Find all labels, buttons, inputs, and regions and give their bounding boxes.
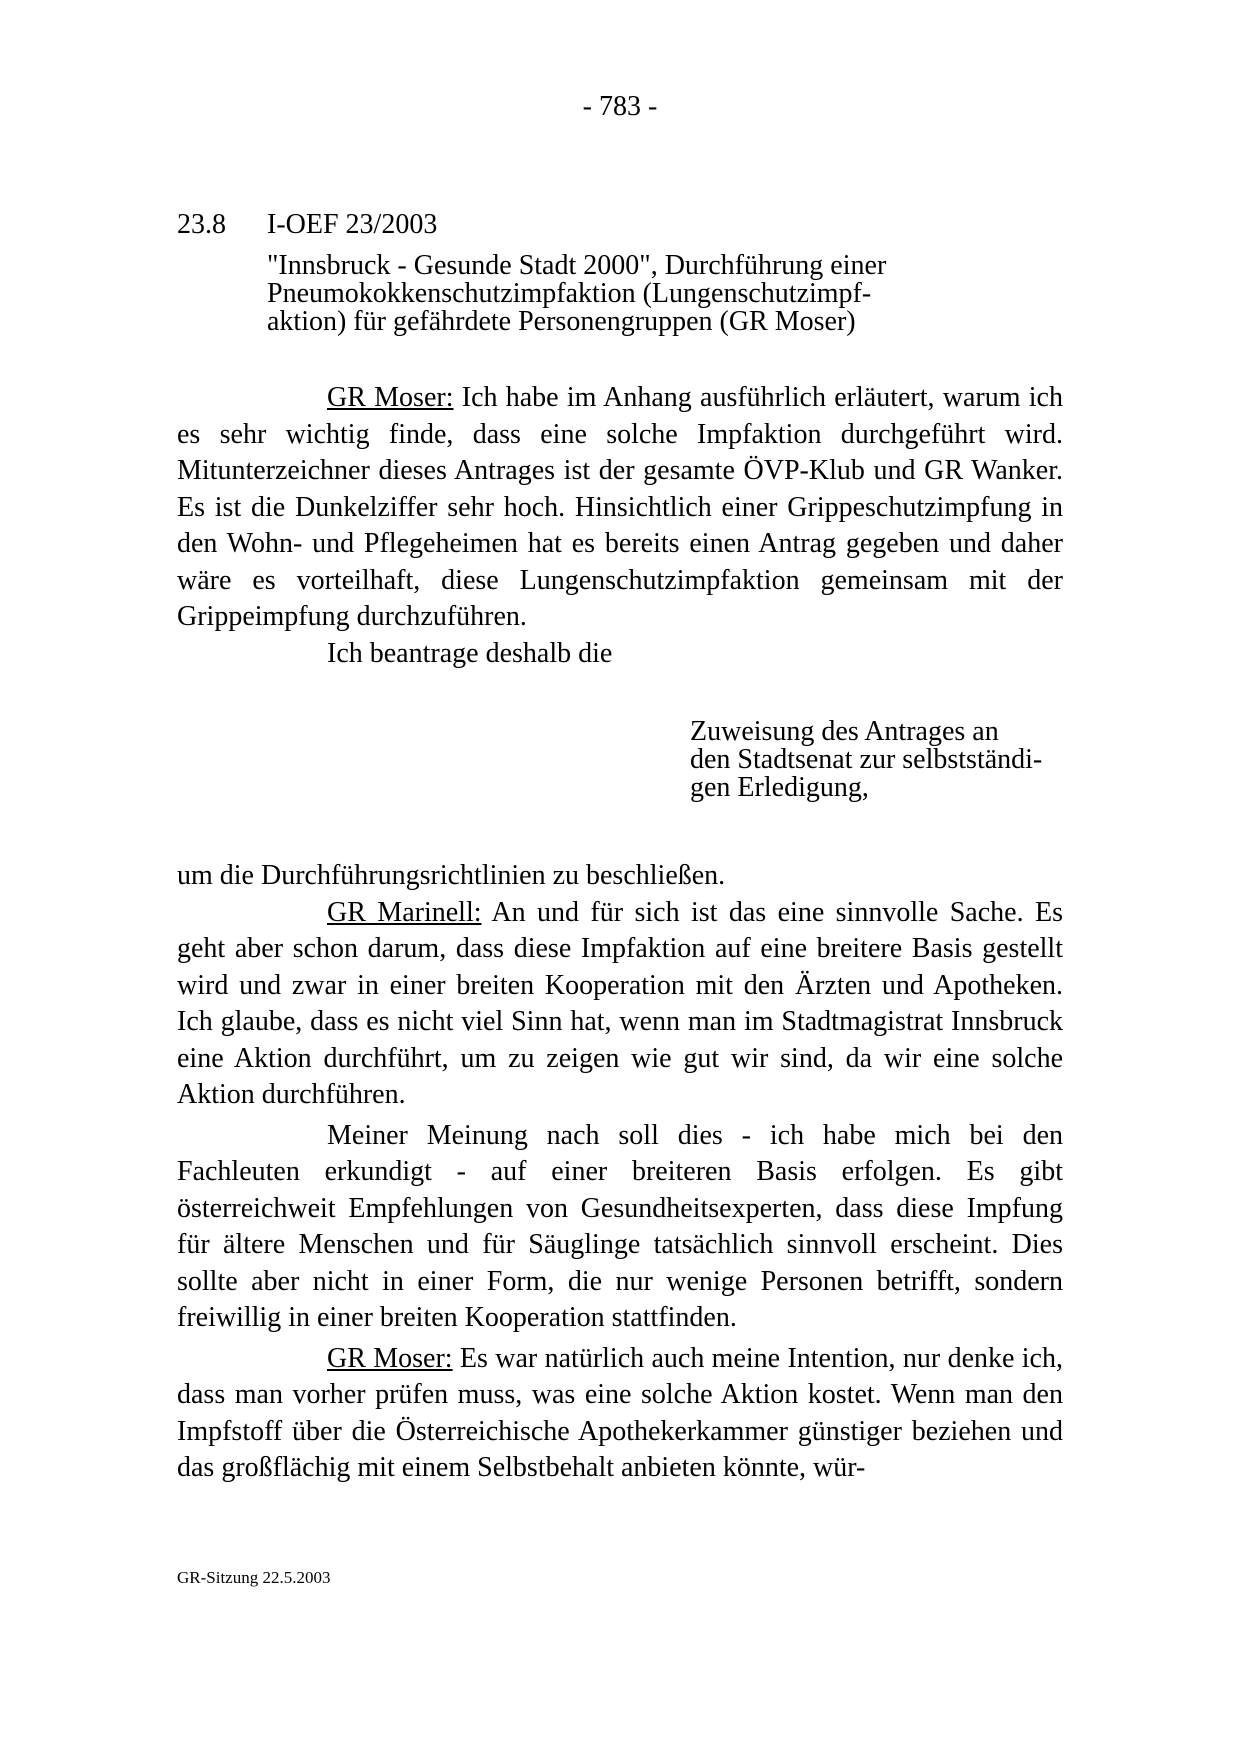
continuation-line: um die Durchführungsrichtlinien zu beschließen.	[177, 860, 726, 891]
paragraph-text: Ich beantrage deshalb die	[327, 637, 613, 669]
paragraph-moser-1	[177, 380, 1063, 636]
agenda-item-title-line: Pneumokokkenschutzimpfaktion (Lungenschutzimpf-	[267, 278, 872, 309]
motion-line: Zuweisung des Antrages an	[690, 716, 999, 747]
paragraph-text: Ich habe im Anhang ausführlich erläutert, warum ich es sehr wichtig finde, dass eine solche Impfaktion durchgeführt wird. Mitunterzeichner dieses Antrages ist der gesamte ÖVP-Klub und GR Wanker. Es ist die Dunkelziffer sehr hoch. Hinsichtlich einer Grippeschutzimpfung in den Wohn- und Pflegeheimen hat es bereits einen Antrag gegeben und daher wäre es vorteilhaft, diese Lungenschutzimpfaktion gemeinsam mit der Grippeimpfung durchzuführen.	[177, 382, 1063, 632]
paragraph-request	[177, 636, 1063, 673]
agenda-item-number: 23.8	[177, 209, 226, 240]
paragraph-marinell	[177, 895, 1063, 1114]
paragraph-moser-2	[177, 1341, 1063, 1487]
motion-line: gen Erledigung,	[690, 772, 869, 803]
paragraph-text: Meiner Meinung nach soll dies - ich habe mich bei den Fachleuten erkundigt - auf einer breiteren Basis erfolgen. Es gibt österreichweit Empfehlungen von Gesundheitsexperten, dass diese Impfung für ältere Menschen und für Säuglinge tatsächlich sinnvoll erscheint. Dies sollte aber nicht in einer Form, die nur wenige Personen betrifft, sondern freiwillig in einer breiten Kooperation stattfinden.	[177, 1119, 1063, 1333]
speaker-label: GR Moser:	[327, 382, 454, 413]
speaker-label: GR Moser:	[327, 1342, 453, 1374]
speaker-label: GR Marinell:	[327, 896, 482, 928]
paragraph-text: An und für sich ist das eine sinnvolle Sache. Es geht aber schon darum, dass diese Impfaktion auf eine breitere Basis gestellt wird und zwar in einer breiten Kooperation mit den Ärzten und Apotheken. Ich glaube, dass es nicht viel Sinn hat, wenn man im Stadtmagistrat Innsbruck eine Aktion durchführt, um zu zeigen wie gut wir sind, da wir eine solche Aktion durchführen.	[177, 896, 1064, 1110]
body-text-continued	[177, 858, 1063, 1487]
page-number: - 783 -	[582, 91, 658, 122]
agenda-item-code: I-OEF 23/2003	[267, 209, 438, 240]
paragraph-text: Es war natürlich auch meine Intention, nur denke ich, dass man vorher prüfen muss, was eine solche Aktion kostet. Wenn man den Impfstoff über die Österreichische Apothekerkammer günstiger beziehen und das großflächig mit einem Selbstbehalt anbieten könnte, wür-	[177, 1342, 1063, 1483]
agenda-item-title-line: "Innsbruck - Gesunde Stadt 2000", Durchführung einer	[267, 250, 887, 281]
body-text	[177, 380, 1063, 672]
motion-block	[690, 718, 1070, 802]
page-footer: GR-Sitzung 22.5.2003	[177, 1568, 331, 1587]
agenda-item-title-line: aktion) für gefährdete Personengruppen (GR Moser)	[267, 306, 856, 337]
motion-line: den Stadtsenat zur selbstständi-	[690, 744, 1043, 775]
paragraph-marinell-2	[177, 1118, 1063, 1337]
agenda-item-title	[267, 252, 927, 336]
